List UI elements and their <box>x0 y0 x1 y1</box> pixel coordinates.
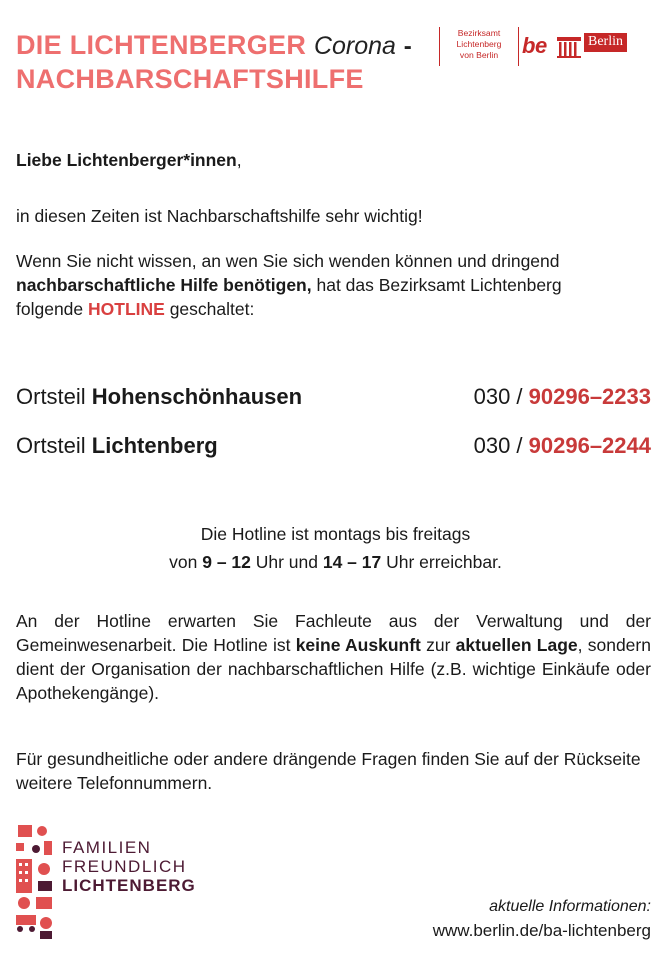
intro-paragraph <box>16 249 656 321</box>
intro-p2-bold: nachbarschaftliche Hilfe benötigen, <box>16 275 312 295</box>
intro-p2-d: geschaltet: <box>164 299 255 319</box>
title-corona: Corona <box>313 32 396 60</box>
info-text-e: , sondern dient der Organisation der nachbarschaftlichen Hilfe (z.B. wichtige Einkäufe oder Apothekengänge). <box>16 635 651 703</box>
hours-von: von <box>169 552 203 572</box>
page-title-line2: NACHBARSCHAFTSHILFE <box>16 64 364 94</box>
hours-morning: 9 – 12 <box>202 552 251 572</box>
info-bold-aktuellen-lage: aktuellen Lage <box>455 635 578 655</box>
hours-line1: Die Hotline ist montags bis freitags <box>200 524 471 544</box>
bezirksamt-logo-line3: von Berlin <box>459 50 499 60</box>
hotline-district: Hohenschönhausen <box>91 384 303 409</box>
hotline-word: HOTLINE <box>88 299 165 319</box>
berlin-logo-badge: Berlin <box>584 33 627 52</box>
hotline-prefix: Ortsteil <box>16 384 92 409</box>
title-dash: - <box>403 33 413 60</box>
greeting-bold: Liebe Lichtenberger*innen <box>16 150 237 170</box>
intro-p2-line1: Wenn Sie nicht wissen, an wen Sie sich wenden können und dringend <box>16 251 560 271</box>
familienfreundlich-logo-text <box>62 838 196 895</box>
hours-end: Uhr erreichbar. <box>381 552 502 572</box>
fam-line1: FAMILIEN <box>62 838 152 857</box>
hotline-area-code: 030 / <box>473 384 529 409</box>
hours-afternoon: 14 – 17 <box>322 552 382 572</box>
intro-p2-line3 <box>16 297 656 321</box>
hotline-row-label <box>16 433 218 459</box>
intro-p2-line2 <box>16 273 656 297</box>
info-bold-keine-auskunft: keine Auskunft <box>295 635 421 655</box>
be-logo-text: be <box>522 33 547 58</box>
hotline-row-number <box>474 433 651 459</box>
info-text-a: An der Hotline erwarten Sie Fachleute aus der Verwaltung und der Gemeinwesenarbeit. Die Hotline ist <box>16 611 651 655</box>
hotline-row-number <box>474 384 651 410</box>
intro-line: in diesen Zeiten ist Nachbarschaftshilfe sehr wichtig! <box>16 206 423 226</box>
hotline-phone-number: 90296–2244 <box>528 433 651 458</box>
intro-p2-c: folgende <box>16 299 89 319</box>
hotline-district: Lichtenberg <box>91 433 218 458</box>
greeting <box>16 148 242 172</box>
info-paragraph <box>16 609 651 705</box>
greeting-end: , <box>236 150 242 170</box>
bezirksamt-logo <box>439 27 519 66</box>
brandenburg-gate-icon <box>556 34 582 59</box>
bezirksamt-logo-line1: Bezirksamt <box>457 28 501 38</box>
hours-und: Uhr und <box>250 552 323 572</box>
hours-line2 <box>0 550 671 574</box>
title-part1: DIE LICHTENBERGER <box>16 30 307 60</box>
bezirksamt-logo-line2: Lichtenberg <box>456 39 502 49</box>
hotline-prefix: Ortsteil <box>16 433 92 458</box>
hotline-row-label <box>16 384 302 410</box>
info-text-c: zur <box>420 635 456 655</box>
health-paragraph: Für gesundheitliche oder andere drängende Fragen finden Sie auf der Rückseite weitere Telefonnummern. <box>16 749 641 793</box>
aktuelle-info-label: aktuelle Informationen: <box>489 898 651 915</box>
hotline-area-code: 030 / <box>473 433 529 458</box>
website-link[interactable]: www.berlin.de/ba-lichtenberg <box>432 921 651 940</box>
hotline-phone-number: 90296–2233 <box>528 384 651 409</box>
intro-p2-rest: hat das Bezirksamt Lichtenberg <box>311 275 562 295</box>
familienfreundlich-icon <box>14 823 56 941</box>
fam-line3: LICHTENBERG <box>62 876 196 895</box>
fam-line2: FREUNDLICH <box>62 857 187 876</box>
page-title-line1 <box>16 28 412 64</box>
